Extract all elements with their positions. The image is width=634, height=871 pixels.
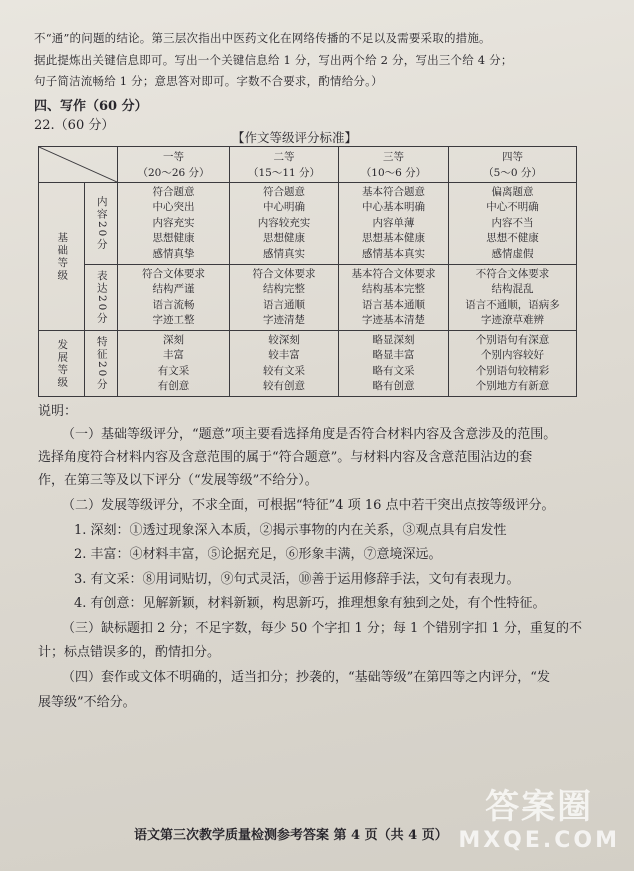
grade-4-header: 四等 （5～0 分） [449,147,577,183]
expression-grade-3: 基本符合文体要求 结构基本完整 语言基本通顺 字迹基本清楚 [339,265,449,331]
site-watermark-logo [458,779,620,853]
features-grade-3: 略显深刻 略显丰富 略有文采 略有创意 [339,331,449,397]
note-2-item-4: 4. 有创意：见解新颖，材料新颖，构思新巧，推理想象有独到之处，有个性特征。 [74,596,546,611]
watermark-bottom-text: MXQE.COM [458,828,620,853]
basic-level-label: 基础等级 [39,183,85,331]
content-grade-4: 偏离题意 中心不明确 内容不当 思想不健康 感情虚假 [449,183,577,265]
features-grade-1: 深刻 丰富 有文采 有创意 [118,331,230,397]
note-3-line-1: （三）缺标题扣 2 分；不足字数，每少 50 个字扣 1 分；每 1 个错别字扣 1 分，重复的不 [62,621,582,636]
content-row [39,183,577,265]
content-grade-3: 基本符合题意 中心基本明确 内容单薄 思想基本健康 感情基本真实 [339,183,449,265]
grade-1-header: 一等 （20～26 分） [118,147,230,183]
notes-heading: 说明： [38,404,78,419]
features-row [39,331,577,397]
intro-line-3: 句子简洁流畅给 1 分；意思答对即可。字数不合要求，酌情给分。） [34,74,383,88]
grade-header-row [39,147,577,183]
section-heading: 四、写作（60 分） [34,99,148,114]
note-2-item-2: 2. 丰富：④材料丰富，⑤论据充足，⑥形象丰满，⑦意境深远。 [74,547,442,562]
features-label: 特征20分 [85,331,118,397]
grade-2-header: 二等 （15～11 分） [230,147,339,183]
corner-diagonal-cell [39,147,118,183]
expression-grade-4: 不符合文体要求 结构混乱 语言不通顺，语病多 字迹潦草难辨 [449,265,577,331]
expression-row [39,265,577,331]
page-footer: 语文第三次教学质量检测参考答案 第 4 页（共 4 页） [134,828,448,843]
table-title: 【作文等级评分标准】 [232,130,358,145]
content-label: 内容20分 [85,183,118,265]
intro-line-1: 不“通”的问题的结论。第三层次指出中医药文化在网络传播的不足以及需要采取的措施。 [34,31,491,45]
expression-label: 表达20分 [85,265,118,331]
note-1-line-2: 选择角度符合材料内容及含意范围的属于“符合题意”。与材料内容及含意范围沾边的套 [38,450,533,465]
note-2: （二）发展等级评分，不求全面，可根据“特征”4 项 16 点中若干突出点按等级评分。 [62,498,555,513]
features-grade-4: 个别语句有深意 个别内容较好 个别语句较精彩 个别地方有新意 [449,331,577,397]
note-1-line-1: （一）基础等级评分，“题意”项主要看选择角度是否符合材料内容及含意涉及的范围。 [62,427,557,442]
note-4-line-1: （四）套作或文体不明确的，适当扣分；抄袭的，“基础等级”在第四等之内评分，“发 [62,670,550,685]
note-2-item-3: 3. 有文采：⑧用词贴切，⑨句式灵活，⑩善于运用修辞手法，文句有表现力。 [74,572,520,587]
grading-table [38,146,577,397]
note-2-item-1: 1. 深刻：①透过现象深入本质，②揭示事物的内在关系，③观点具有启发性 [74,523,507,538]
note-1-line-3: 作，在第三等及以下评分（“发展等级”不给分）。 [38,473,318,488]
watermark-top-text: 答案圈 [485,787,594,827]
intro-line-2: 据此提炼出关键信息即可。写出一个关键信息给 1 分，写出两个给 2 分，写出三个给 4 分； [34,53,513,67]
development-level-label: 发展等级 [39,331,85,397]
expression-grade-1: 符合文体要求 结构严谨 语言流畅 字迹工整 [118,265,230,331]
diagonal-line [39,147,117,182]
question-number: 22.（60 分） [34,118,115,133]
content-grade-1: 符合题意 中心突出 内容充实 思想健康 感情真挚 [118,183,230,265]
content-grade-2: 符合题意 中心明确 内容较充实 思想健康 感情真实 [230,183,339,265]
grade-3-header: 三等 （10～6 分） [339,147,449,183]
note-3-line-2: 计；标点错误多的，酌情扣分。 [38,645,221,660]
expression-grade-2: 符合文体要求 结构完整 语言通顺 字迹清楚 [230,265,339,331]
note-4-line-2: 展等级”不给分。 [38,695,136,710]
features-grade-2: 较深刻 较丰富 较有文采 较有创意 [230,331,339,397]
